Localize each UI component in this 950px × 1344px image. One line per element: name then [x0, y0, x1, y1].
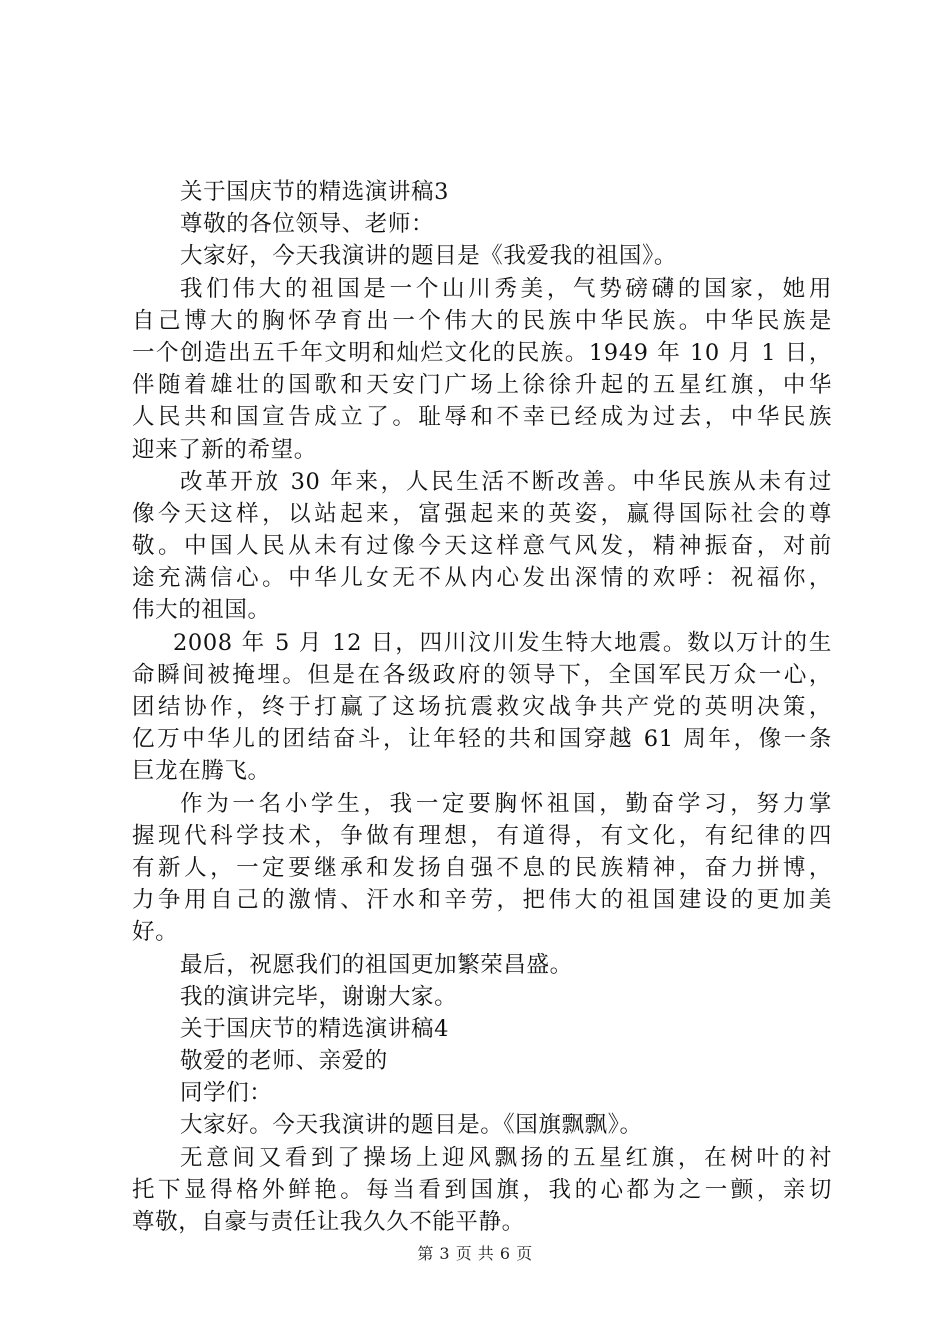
paragraph-line: 亿万中华儿的团结奋斗，让年轻的共和国穿越 61 周年，像一条 [132, 726, 832, 753]
paragraph-line: 一个创造出五千年文明和灿烂文化的民族。1949 年 10 月 1 日， [132, 339, 832, 366]
paragraph-line: 握现代科学技术，争做有理想，有道得，有文化，有纪律的四 [132, 822, 832, 849]
paragraph-line: 途充满信心。中华儿女无不从内心发出深情的欢呼：祝福你， [132, 565, 832, 592]
paragraph-line: 力争用自己的激情、汗水和辛劳，把伟大的祖国建设的更加美 [132, 887, 832, 914]
greeting: 大家好，今天我演讲的题目是《我爱我的祖国》。 [180, 243, 677, 270]
paragraph-line: 最后，祝愿我们的祖国更加繁荣昌盛。 [180, 951, 573, 978]
document-body [132, 176, 832, 1238]
paragraph-line: 迎来了新的希望。 [132, 436, 317, 463]
salutation: 尊敬的各位领导、老师： [180, 211, 435, 238]
paragraph-line: 尊敬，自豪与责任让我久久不能平静。 [132, 1209, 525, 1235]
paragraph-line: 敬。中国人民从未有过像今天这样意气风发，精神振奋，对前 [132, 533, 832, 560]
paragraph-line: 作为一名小学生，我一定要胸怀祖国，勤奋学习，努力掌 [180, 790, 832, 817]
greeting: 大家好。今天我演讲的题目是。《国旗飘飘》。 [180, 1112, 643, 1139]
paragraph-line: 有新人，一定要继承和发扬自强不息的民族精神，奋力拼博， [132, 854, 832, 881]
paragraph-line: 自己博大的胸怀孕育出一个伟大的民族中华民族。中华民族是 [132, 307, 832, 334]
paragraph-line: 人民共和国宣告成立了。耻辱和不幸已经成为过去，中华民族 [132, 404, 832, 431]
paragraph-line: 巨龙在腾飞。 [132, 758, 271, 785]
paragraph-line: 2008 年 5 月 12 日，四川汶川发生特大地震。数以万计的生 [173, 629, 832, 656]
paragraph-line: 我的演讲完毕，谢谢大家。 [180, 983, 458, 1010]
paragraph-line: 像今天这样，以站起来，富强起来的英姿，赢得国际社会的尊 [132, 500, 832, 527]
paragraph-line: 伴随着雄壮的国歌和天安门广场上徐徐升起的五星红旗，中华 [132, 372, 832, 399]
page-footer: 第 3 页 共 6 页 [417, 1244, 533, 1263]
paragraph-line: 伟大的祖国。 [132, 597, 271, 624]
salutation: 敬爱的老师、亲爱的 [180, 1048, 388, 1075]
paragraph-line: 命瞬间被掩埋。但是在各级政府的领导下，全国军民万众一心， [132, 661, 832, 688]
paragraph-line: 托下显得格外鲜艳。每当看到国旗，我的心都为之一颤，亲切 [132, 1176, 832, 1203]
salutation: 同学们： [180, 1080, 273, 1107]
section-title: 关于国庆节的精选演讲稿3 [180, 179, 450, 205]
paragraph-line: 团结协作，终于打赢了这场抗震救灾战争共产党的英明决策， [132, 694, 832, 720]
section-title: 关于国庆节的精选演讲稿4 [180, 1015, 450, 1042]
paragraph-line: 好。 [132, 919, 179, 946]
paragraph-line: 我们伟大的祖国是一个山川秀美，气势磅礴的国家，她用 [180, 275, 832, 302]
paragraph-line: 改革开放 30 年来，人民生活不断改善。中华民族从未有过 [180, 468, 832, 495]
paragraph-line: 无意间又看到了操场上迎风飘扬的五星红旗，在树叶的衬 [180, 1144, 832, 1171]
